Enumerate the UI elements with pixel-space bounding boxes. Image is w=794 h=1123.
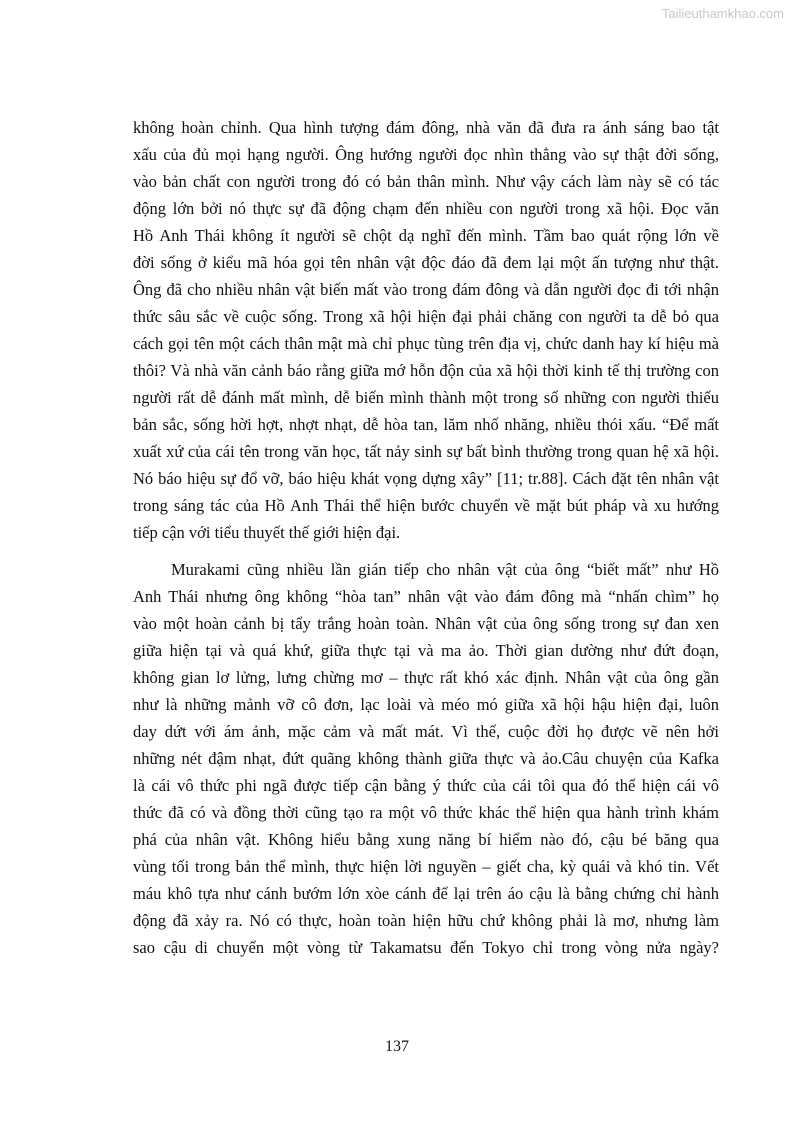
text-line: tiếp cận với tiểu thuyết thế giới hiện đại. [133,523,401,542]
text-line: không hoàn chỉnh. Qua hình tượng đám đông, nhà văn đã đưa ra ánh sáng bao tật [133,118,719,137]
text-line: thôi? Và nhà văn cảnh báo rằng giữa mớ hỗn độn của xã hội thời kinh tế thị trường con [133,361,719,380]
text-line: vào bản chất con người trong đó có bản thân mình. Như vậy cách làm này sẽ có tác [133,172,719,191]
text-line: sao cậu di chuyển một vòng từ Takamatsu đến Tokyo chỉ trong vòng nửa ngày? [133,938,719,957]
text-line: như là những mảnh vỡ cô đơn, lạc loài và méo mó giữa xã hội hậu hiện đại, luôn [133,695,719,714]
page-number: 137 [385,1038,409,1055]
text-line: động đã xảy ra. Nó có thực, hoàn toàn hiện hữu chứ không phải là mơ, nhưng làm [133,911,719,930]
text-line: là cái vô thức phi ngã được tiếp cận bằng ý thức của cái tôi qua đó thể hiện cái vô [133,776,719,795]
text-line: Anh Thái nhưng ông không “hòa tan” nhân vật vào đám đông mà “nhấn chìm” họ [133,587,719,606]
text-line: Ông đã cho nhiều nhân vật biến mất vào trong đám đông và dẫn người đọc đi tới nhận [133,280,719,299]
text-line: day dứt với ám ảnh, mặc cảm và mất mát. Vì thế, cuộc đời họ được vẽ nên hởi [133,722,719,741]
text-line: máu khô tựa như cánh bướm lớn xòe cánh để lại trên áo cậu là bằng chứng chỉ hành [133,884,719,903]
text-line: động lớn bởi nó thực sự đã động chạm đến nhiều con người trong xã hội. Đọc văn [133,199,719,218]
text-line: bản sắc, sống hời hợt, nhợt nhạt, dễ hòa tan, lăm nhố nhăng, nhiều thói xấu. “Để mất [133,415,719,434]
text-line: vào một hoàn cảnh bị tẩy trắng hoàn toàn. Nhân vật của ông sống trong sự đan xen [133,614,719,633]
text-line: không gian lơ lửng, lưng chừng mơ – thực rất khó xác định. Nhân vật của ông gần [133,668,719,687]
text-line: Hồ Anh Thái không ít người sẽ chột dạ nghĩ đến mình. Tầm bao quát rộng lớn về [133,226,719,245]
text-line: thức sâu sắc về cuộc sống. Trong xã hội hiện đại phải chăng con người ta dễ bỏ qua [133,307,719,326]
watermark: Tailieuthamkhao.com [661,6,784,21]
text-line: xấu của đủ mọi hạng người. Ông hướng người đọc nhìn thẳng vào sự thật đời sống, [133,145,719,164]
document-body [133,114,719,961]
text-line: người rất dễ đánh mất mình, dễ biến mình thành một trong số những con người thiếu [133,388,719,407]
text-line: thức đã có và đồng thời cũng tạo ra một vô thức khác thể hiện qua hành trình khám [133,803,719,822]
text-line: giữa hiện tại và quá khứ, giữa thực tại và ma ảo. Thời gian dường như đứt đoạn, [133,641,719,660]
paragraph-2 [133,556,719,961]
paragraph-spacer [133,546,719,556]
text-line: đời sống ở kiểu mã hóa gọi tên nhân vật độc đáo đã đem lại một ấn tượng như thật. [133,253,719,272]
text-line: trong sáng tác của Hồ Anh Thái thể hiện bước chuyển về mặt bút pháp và xu hướng [133,496,719,515]
text-line: những nét đậm nhạt, đứt quãng không thành giữa thực và ảo.Câu chuyện của Kafka [133,749,719,768]
text-line: Murakami cũng nhiều lần gián tiếp cho nhân vật của ông “biết mất” như Hồ [171,560,719,579]
text-line: phá của nhân vật. Không hiểu bằng xung năng bí hiểm nào đó, cậu bé băng qua [133,830,719,849]
text-line: xuất xứ của cái tên trong văn học, tất nảy sinh sự bất bình thường trong quan hệ xã hội. [133,442,719,461]
text-line: vùng tối trong bản thể mình, thực hiện lời nguyền – giết cha, kỳ quái và khó tin. Vết [133,857,719,876]
paragraph-1 [133,114,719,546]
text-line: cách gọi tên một cách thân mật mà chỉ phục tùng trên địa vị, chức danh hay kí hiệu mà [133,334,719,353]
text-line: Nó báo hiệu sự đổ vỡ, báo hiệu khát vọng dựng xây” [11; tr.88]. Cách đặt tên nhân vật [133,469,719,488]
